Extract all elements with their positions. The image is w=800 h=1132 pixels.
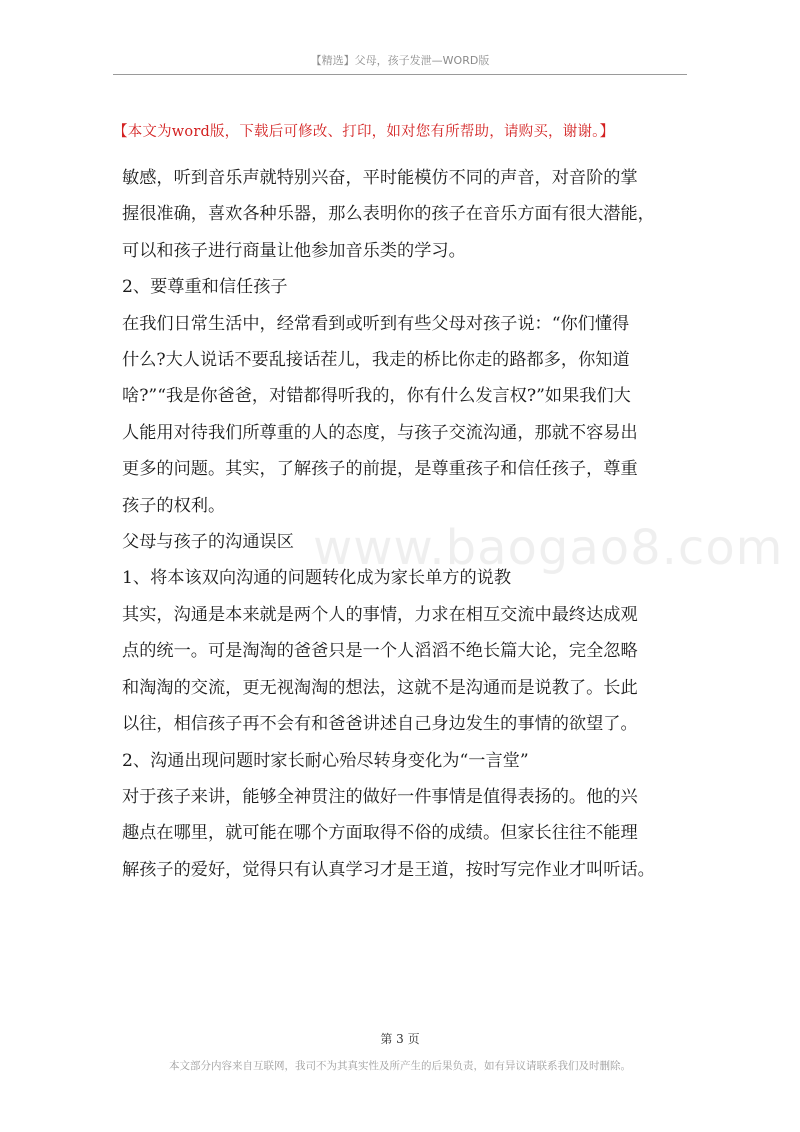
section-heading: 1、将本该双向沟通的问题转化成为家长单方的说教: [122, 568, 512, 589]
body-line: 和淘淘的交流，更无视淘淘的想法，这就不是沟通而是说教了。长此: [122, 677, 638, 698]
body-line: 在我们日常生活中，经常看到或听到有些父母对孩子说：“你们懂得: [122, 313, 630, 334]
footer-disclaimer: 本文部分内容来自互联网，我司不为其真实性及所产生的后果负责，如有异议请联系我们及时删除。: [169, 1060, 631, 1072]
body-line: 人能用对待我们所尊重的人的态度，与孩子交流沟通，那就不容易出: [122, 422, 638, 443]
watermark: www.baogao8.com: [313, 520, 784, 576]
page-number: 第 3 页: [380, 1032, 420, 1046]
section-heading: 父母与孩子的沟通误区: [122, 532, 294, 553]
section-heading: 2、要尊重和信任孩子: [122, 277, 288, 298]
header-divider: [113, 74, 687, 75]
page-header-title: 【精选】父母，孩子发泄—WORD版: [310, 54, 490, 67]
body-line: 对于孩子来讲，能够全神贯注的做好一件事情是值得表扬的。他的兴: [122, 786, 638, 807]
body-line: 握很准确，喜欢各种乐器，那么表明你的孩子在音乐方面有很大潜能，: [122, 204, 655, 225]
body-line: 敏感，听到音乐声就特别兴奋，平时能模仿不同的声音，对音阶的掌: [122, 168, 638, 188]
body-line: 以往，相信孩子再不会有和爸爸讲述自己身边发生的事情的欲望了。: [122, 714, 638, 735]
body-line: 趣点在哪里，就可能在哪个方面取得不俗的成绩。但家长往往不能理: [122, 823, 638, 844]
body-line: 孩子的权利。: [122, 495, 226, 516]
body-line: 什么?大人说话不要乱接话茬儿，我走的桥比你走的路都多，你知道: [122, 350, 630, 371]
body-line: 啥?”“我是你爸爸，对错都得听我的，你有什么发言权?”如果我们大: [122, 386, 631, 407]
body-line: 点的统一。可是淘淘的爸爸只是一个人滔滔不绝长篇大论，完全忽略: [122, 641, 638, 662]
body-line: 其实，沟通是本来就是两个人的事情，力求在相互交流中最终达成观: [122, 604, 638, 625]
body-line: 更多的问题。其实，了解孩子的前提，是尊重孩子和信任孩子，尊重: [122, 459, 638, 480]
body-line: 解孩子的爱好，觉得只有认真学习才是王道，按时写完作业才叫听话。: [122, 859, 655, 880]
section-heading: 2、沟通出现问题时家长耐心殆尽转身变化为“一言堂”: [122, 750, 529, 771]
body-line: 可以和孩子进行商量让他参加音乐类的学习。: [122, 240, 466, 261]
download-notice: 【本文为word版，下载后可修改、打印，如对您有所帮助，请购买，谢谢。】: [113, 124, 615, 140]
